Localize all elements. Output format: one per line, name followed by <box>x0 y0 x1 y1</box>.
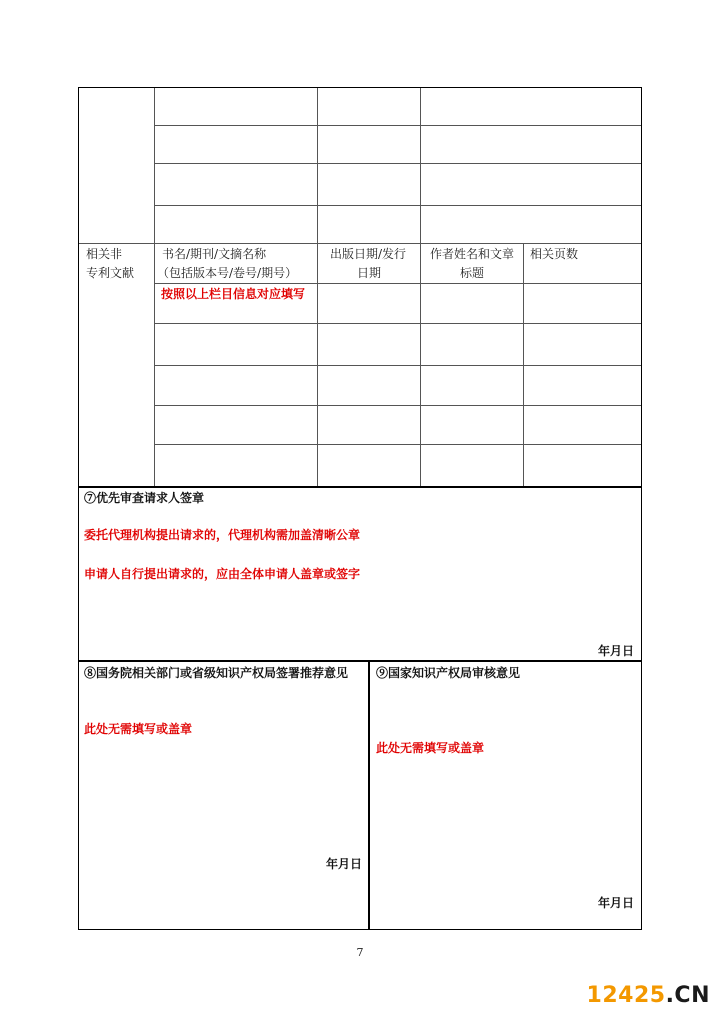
section8-note: 此处无需填写或盖章 <box>84 722 193 736</box>
section-divider-7 <box>79 486 641 488</box>
col-pages-header: 相关页数 <box>530 247 579 261</box>
section9-title: ⑨国家知识产权局审核意见 <box>376 666 521 680</box>
row-divider <box>154 405 641 406</box>
row-divider <box>154 283 641 284</box>
row-divider <box>154 125 641 126</box>
col-date-header-line2: 日期 <box>357 266 382 280</box>
section7-note-applicant: 申请人自行提出请求的，应由全体申请人盖章或签字 <box>84 567 361 581</box>
section7-title: ⑦优先审查请求人签章 <box>84 491 205 505</box>
col-date-header-line1: 出版日期/发行 <box>330 247 407 261</box>
page-number: 7 <box>356 946 364 959</box>
row-divider <box>154 365 641 366</box>
section9-date: 年月日 <box>598 896 635 910</box>
section8-date: 年月日 <box>326 857 363 871</box>
section9-note: 此处无需填写或盖章 <box>376 741 485 755</box>
col-title-header-line1: 书名/期刊/文摘名称 <box>162 247 267 261</box>
col-author-header-line2: 标题 <box>460 266 485 280</box>
row-divider <box>154 444 641 445</box>
nonpatent-label-line1: 相关非 <box>86 247 123 261</box>
divider-col-author <box>420 88 421 486</box>
section-divider-8-9 <box>79 660 641 662</box>
row-divider <box>154 323 641 324</box>
nonpatent-label-line2: 专利文献 <box>86 266 135 280</box>
row-divider <box>154 163 641 164</box>
section8-title: ⑧国务院相关部门或省级知识产权局签署推荐意见 <box>84 666 349 680</box>
watermark-suffix: .CN <box>665 983 710 1008</box>
col-title-header-line2: （包括版本号/卷号/期号） <box>157 266 298 280</box>
section7-date: 年月日 <box>598 644 635 658</box>
section7-note-agency: 委托代理机构提出请求的，代理机构需加盖清晰公章 <box>84 528 361 542</box>
watermark-number: 12425 <box>586 983 666 1008</box>
column-divider-8-9 <box>368 661 370 929</box>
row-divider-nonpatent-header <box>79 243 641 244</box>
form-frame <box>78 87 642 930</box>
nonpatent-instruction: 按照以上栏目信息对应填写 <box>161 287 306 301</box>
row-divider <box>154 205 641 206</box>
divider-col-date <box>317 88 318 486</box>
site-watermark-logo <box>587 983 710 1008</box>
col-author-header-line1: 作者姓名和文章 <box>430 247 515 261</box>
divider-label-column <box>154 88 155 486</box>
